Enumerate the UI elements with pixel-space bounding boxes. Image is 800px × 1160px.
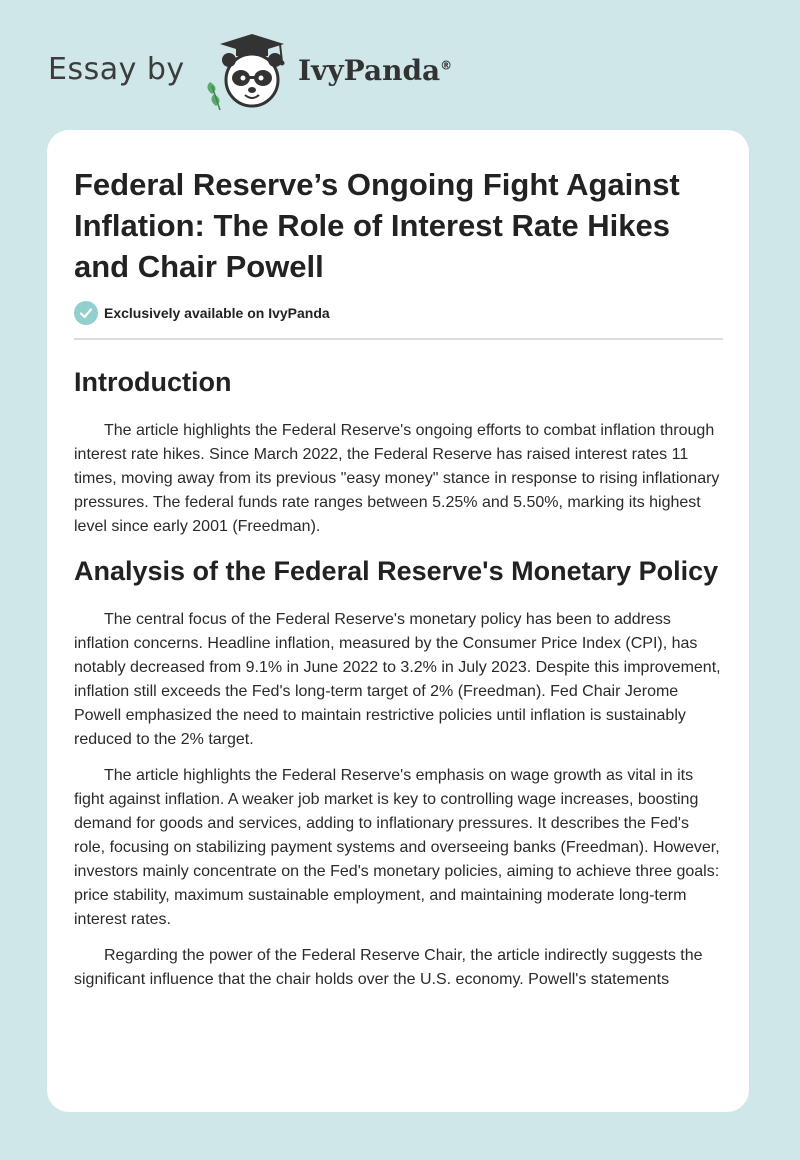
check-icon xyxy=(74,301,98,325)
section-heading-introduction: Introduction xyxy=(74,367,232,397)
registered-mark: ® xyxy=(440,58,453,73)
divider xyxy=(74,338,723,340)
exclusive-badge xyxy=(74,301,723,325)
site-header xyxy=(48,32,468,112)
exclusive-label: Exclusively available on IvyPanda xyxy=(104,305,330,321)
paragraph: Regarding the power of the Federal Reserve Chair, the article indirectly suggests the significant influence that the chair holds over the U.S. economy. Powell's statements xyxy=(74,947,703,988)
paragraph: The article highlights the Federal Reserve's emphasis on wage growth as vital in its fight against inflation. A weaker job market is key to controlling wage increases, boosting demand for goods and services, adding to inflationary pressures. It describes the Fed's role, focusing on stabilizing payment systems and overseeing banks (Freedman). However, investors mainly concentrate on the Fed's monetary policies, aiming to achieve three goals: price stability, maximum sustainable employment, and maintaining moderate long-term interest rates. xyxy=(74,767,720,928)
paragraph: The central focus of the Federal Reserve's monetary policy has been to address inflation concerns. Headline inflation, measured by the Consumer Price Index (CPI), has notably decreased from 9.1% in June 2022 to 3.2% in July 2023. Despite this improvement, inflation still exceeds the Fed's long-term target of 2% (Freedman). Fed Chair Jerome Powell emphasized the need to maintain restrictive policies until inflation is sustainably reduced to the 2% target. xyxy=(74,611,721,748)
page-title: Federal Reserve’s Ongoing Fight Against Inflation: The Role of Interest Rate Hikes and Chair Powell xyxy=(74,167,680,284)
essay-card xyxy=(47,130,749,1112)
essay-by-label: Essay by xyxy=(48,52,185,87)
ivypanda-logo-icon[interactable] xyxy=(200,32,300,112)
paragraph: The article highlights the Federal Reserve's ongoing efforts to combat inflation through interest rate hikes. Since March 2022, the Federal Reserve has raised interest rates 11 times, moving away from its previous "easy money" stance in response to rising inflationary pressures. The federal funds rate ranges between 5.25% and 5.50%, marking its highest level since early 2001 (Freedman). xyxy=(74,422,720,535)
brand-name[interactable]: IvyPanda® xyxy=(298,54,453,87)
section-heading-analysis: Analysis of the Federal Reserve's Monetary Policy xyxy=(74,556,719,586)
